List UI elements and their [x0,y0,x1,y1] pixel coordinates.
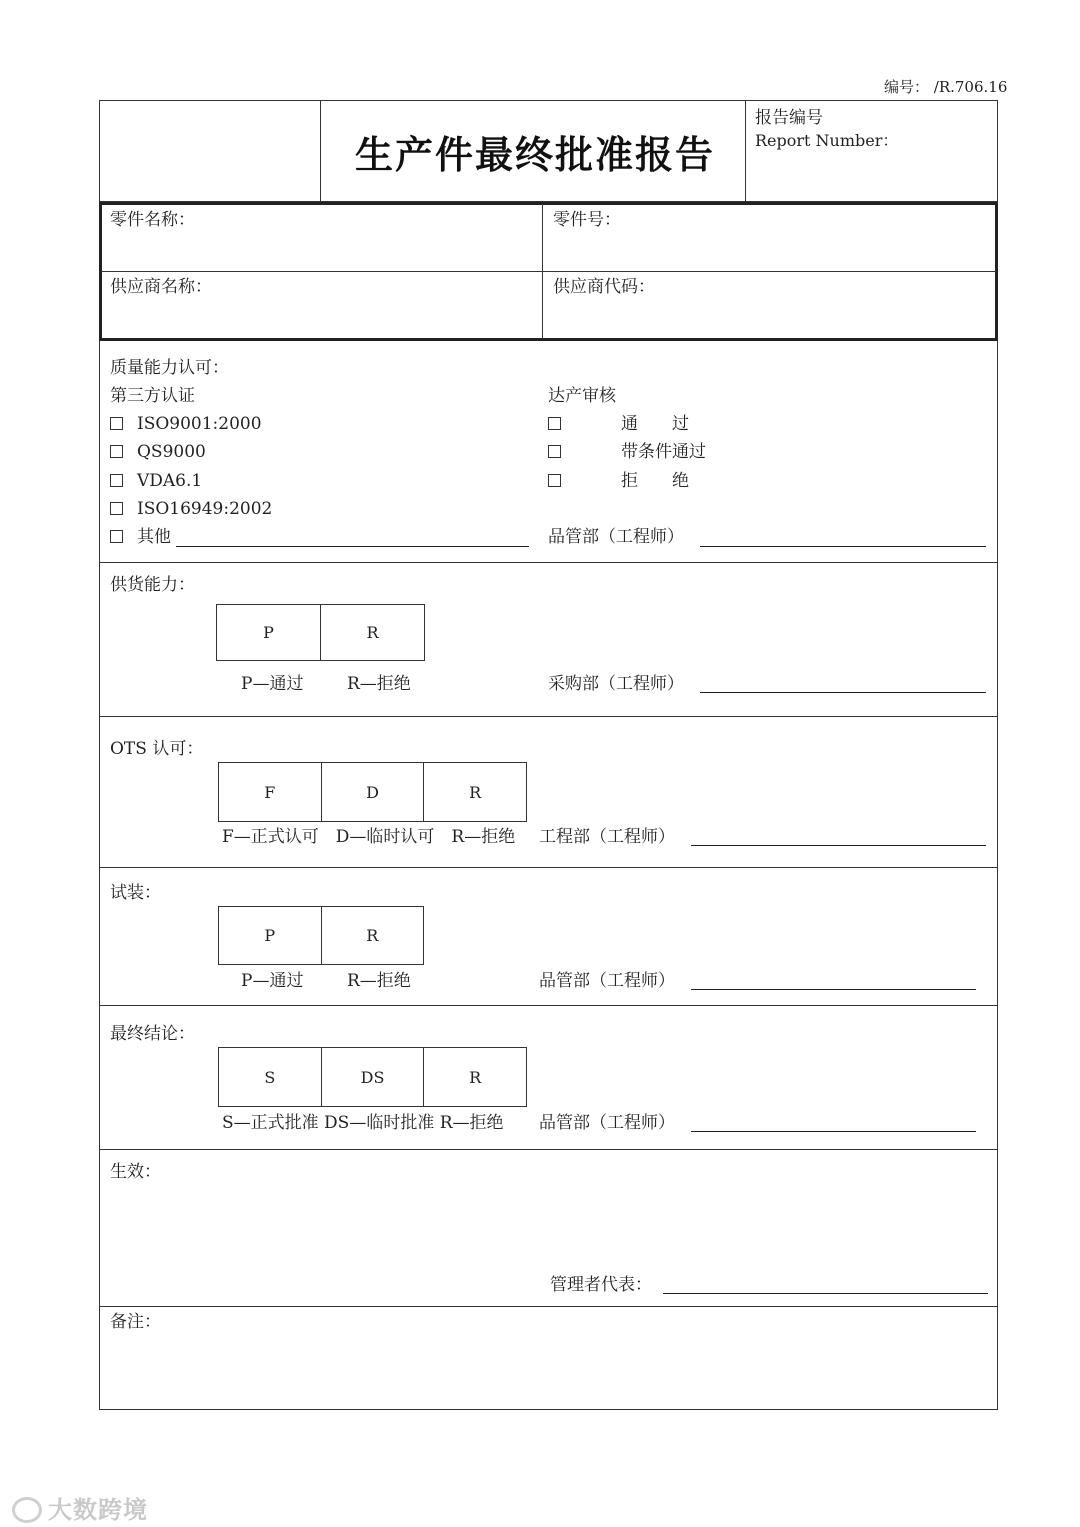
management-signature-line[interactable] [663,1293,988,1294]
result-cell[interactable]: R [320,605,424,660]
ots-legend: F—正式认可 D—临时认可 R—拒绝 [222,827,516,847]
final-result-box[interactable] [218,1047,527,1107]
audit-heading: 达产审核 [548,386,616,406]
trial-legend-reject: R—拒绝 [347,971,411,991]
result-cell[interactable]: R [321,907,424,964]
checkbox[interactable] [548,445,561,458]
divider [99,1149,998,1150]
quality-sign-label: 品管部（工程师） [548,527,684,547]
supply-legend-pass: P—通过 [241,674,304,694]
supply-signature-line[interactable] [700,692,986,693]
cert-option[interactable]: VDA6.1 [110,471,202,491]
checkbox[interactable] [110,417,123,430]
divider [99,867,998,868]
ots-signature-line[interactable] [691,845,986,846]
effective-heading: 生效： [110,1162,161,1182]
ots-result-box[interactable] [218,762,527,822]
final-signature-line[interactable] [691,1131,976,1132]
logo-icon [12,1497,42,1523]
ots-sign-label: 工程部（工程师） [539,827,675,847]
supplier-code-label: 供应商代码： [553,277,655,297]
trial-sign-label: 品管部（工程师） [539,971,675,991]
remarks-heading: 备注： [110,1312,161,1332]
third-party-heading: 第三方认证 [110,386,195,406]
divider [99,716,998,717]
cert-option[interactable]: ISO16949:2002 [110,499,272,519]
supply-legend-reject: R—拒绝 [347,674,411,694]
result-cell[interactable]: D [321,763,424,821]
final-legend: S—正式批准 DS—临时批准 R—拒绝 [222,1113,504,1133]
cert-option[interactable]: QS9000 [110,442,206,462]
divider [320,100,321,202]
checkbox[interactable] [548,417,561,430]
checkbox[interactable] [110,445,123,458]
quality-signature-line[interactable] [700,546,986,547]
other-input-line[interactable] [176,546,529,547]
trial-heading: 试装： [110,883,161,903]
result-cell[interactable]: R [423,1048,526,1106]
divider [99,1306,998,1307]
document-serial-number: 编号： /R.706.16 [884,78,1008,96]
checkbox[interactable] [548,474,561,487]
ots-heading: OTS 认可： [110,739,204,759]
divider [101,271,996,272]
supply-result-box[interactable] [216,604,425,661]
trial-result-box[interactable] [218,906,424,965]
cert-option-other[interactable]: 其他 [110,527,171,547]
result-cell[interactable]: F [264,782,276,802]
audit-option[interactable]: 拒 绝 [548,471,689,491]
supplier-name-label: 供应商名称： [110,277,212,297]
result-cell[interactable]: P [263,623,274,642]
audit-option[interactable]: 带条件通过 [548,442,706,462]
result-cell[interactable]: P [264,926,276,945]
supply-sign-label: 采购部（工程师） [548,674,684,694]
form-title: 生产件最终批准报告 [355,132,716,177]
result-cell[interactable]: R [423,763,526,821]
part-name-label: 零件名称： [110,210,195,230]
checkbox[interactable] [110,502,123,515]
management-rep-label: 管理者代表： [550,1275,652,1295]
final-sign-label: 品管部（工程师） [539,1113,675,1133]
cert-option[interactable]: ISO9001:2000 [110,414,262,434]
report-number-label-en: Report Number： [755,131,899,150]
supply-heading: 供货能力： [110,575,195,595]
watermark-logo: 大数跨境 [12,1490,148,1525]
trial-legend-pass: P—通过 [241,971,304,991]
quality-heading: 质量能力认可： [110,358,229,378]
part-number-label: 零件号： [553,210,621,230]
result-cell[interactable]: S [264,1067,276,1087]
final-heading: 最终结论： [110,1024,195,1044]
checkbox[interactable] [110,530,123,543]
divider [745,100,746,202]
report-number-label-cn: 报告编号 [755,108,823,128]
result-cell[interactable]: DS [321,1048,424,1106]
trial-signature-line[interactable] [691,989,976,990]
audit-option[interactable]: 通 过 [548,414,689,434]
checkbox[interactable] [110,474,123,487]
divider [99,562,998,563]
divider [99,1005,998,1006]
